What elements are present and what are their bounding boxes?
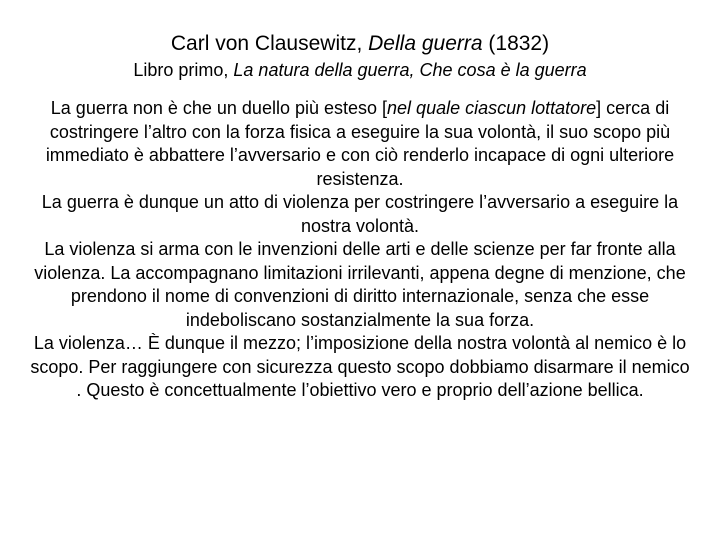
paragraph-1-italic-insert: nel quale ciascun lottatore xyxy=(387,98,597,118)
title-year: (1832) xyxy=(488,32,550,55)
quote-paragraph-2: La guerra è dunque un atto di violenza per costringere l’avversario a eseguire la nostra volontà. xyxy=(41,192,679,236)
slide-subtitle xyxy=(0,58,720,82)
paragraph-1-text-start: La guerra non è che un duello più esteso [ xyxy=(50,98,388,118)
paragraph-1-text-end: ] cerca di costringere l’altro con la forza fisica a eseguire la sua volontà, il suo scopo più immediato è abbattere l’avversario e con ciò renderlo incapace di ogni ulteriore resistenza. xyxy=(45,98,675,189)
quote-paragraph-1 xyxy=(30,97,690,191)
subtitle-book: Libro primo, xyxy=(133,60,229,80)
quote-paragraph-3: La violenza si arma con le invenzioni delle arti e delle scienze per far fronte alla violenza. La accompagnano limitazioni irrilevanti, appena degne di menzione, che prendono il nome di convenzioni di diritto internazionale, senza che esse indeboliscano sostanzialmente la sua forza. xyxy=(34,239,686,330)
subtitle-chapter: La natura della guerra, Che cosa è la guerra xyxy=(233,60,587,80)
title-author: Carl von Clausewitz, xyxy=(170,32,363,55)
quote-paragraph-4: La violenza… È dunque il mezzo; l’imposizione della nostra volontà al nemico è lo scopo. Per raggiungere con sicurezza questo scopo dobbiamo disarmare il nemico . Questo è concettualmente l’obiettivo vero e proprio dell’azione bellica. xyxy=(30,333,690,400)
quote-body xyxy=(30,97,690,403)
slide-title xyxy=(0,30,720,58)
title-work: Della guerra xyxy=(368,32,483,55)
